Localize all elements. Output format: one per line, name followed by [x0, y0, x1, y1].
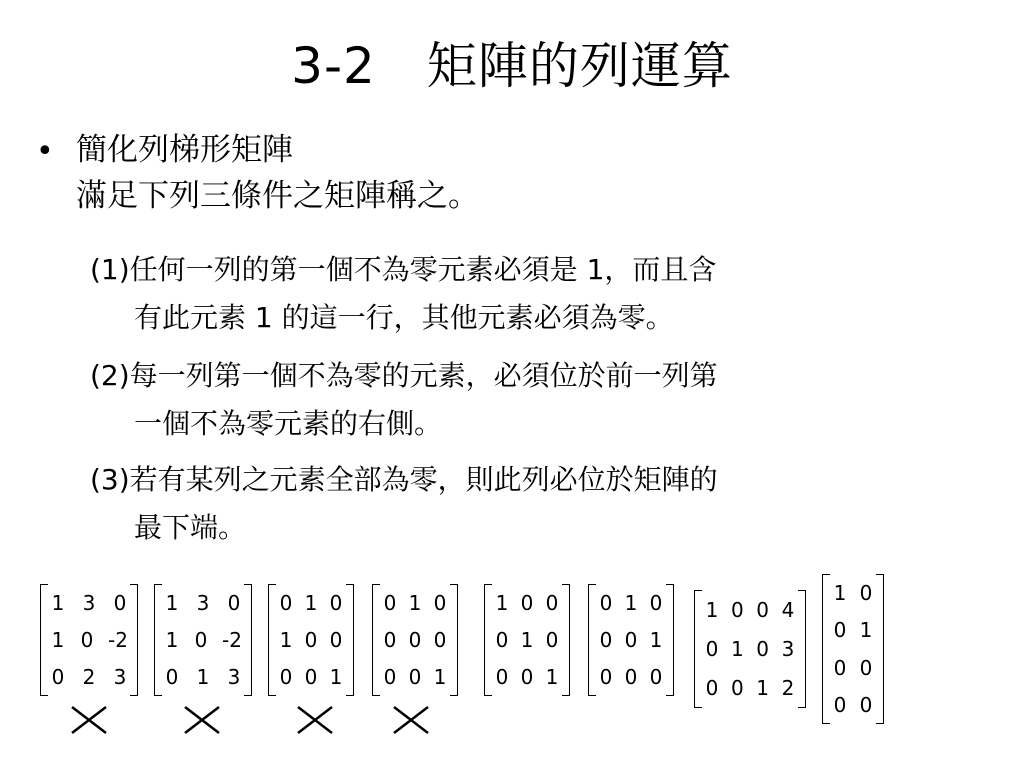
- matrix-row: [494, 628, 560, 652]
- matrix-entry: 0: [329, 627, 343, 652]
- matrix-row: [598, 665, 664, 689]
- cross-mark-icon: [296, 705, 334, 735]
- bullet-marker: •: [36, 134, 54, 169]
- matrix-entry: 1: [51, 627, 65, 652]
- matrix-row: [598, 628, 664, 652]
- matrix-row: [382, 665, 448, 689]
- right-bracket: [562, 584, 570, 696]
- matrix-row: [382, 628, 448, 652]
- matrix-row: [278, 591, 344, 615]
- matrix-entry: 0: [730, 597, 744, 622]
- matrix-row: [278, 665, 344, 689]
- matrix-entry: 0: [859, 655, 873, 680]
- left-bracket: [372, 584, 380, 696]
- matrix-entry: 0: [756, 597, 770, 622]
- matrix-entry: -2: [108, 627, 128, 652]
- matrix-entry: 0: [756, 636, 770, 661]
- matrix-row: [164, 591, 242, 615]
- matrix-row: [832, 656, 874, 680]
- matrix-row: [598, 591, 664, 615]
- matrix-entry: 2: [781, 676, 795, 701]
- matrix-row: [832, 581, 874, 605]
- condition-text: 每一列第一個不為零的元素，必須位於前一列第: [129, 359, 718, 392]
- matrix-entry: 0: [649, 590, 663, 615]
- matrix-row: [494, 591, 560, 615]
- matrix-row: [50, 591, 128, 615]
- matrix-entry: 4: [781, 597, 795, 622]
- matrix-entry: 0: [433, 627, 447, 652]
- matrix-row: [704, 676, 796, 700]
- matrix-entry: 1: [279, 627, 293, 652]
- matrix-entry: 0: [599, 590, 613, 615]
- matrix-entry: 3: [113, 665, 127, 690]
- matrix-entry: 0: [383, 627, 397, 652]
- bullet-heading: 簡化列梯形矩陣: [76, 132, 293, 168]
- matrix-entry: 0: [408, 627, 422, 652]
- matrix-entry: 0: [51, 665, 65, 690]
- matrix-entry: 0: [599, 627, 613, 652]
- matrix-entry: 1: [495, 590, 509, 615]
- matrix-entry: 3: [227, 665, 241, 690]
- matrix-entry: 1: [624, 590, 638, 615]
- matrix-3: [268, 584, 354, 696]
- bullet-description: 滿足下列三條件之矩陣稱之。: [76, 178, 479, 214]
- right-bracket: [346, 584, 354, 696]
- matrix-entry: 1: [649, 627, 663, 652]
- matrix-row: [50, 628, 128, 652]
- right-bracket: [798, 590, 806, 708]
- matrix-entry: 0: [495, 665, 509, 690]
- left-bracket: [822, 574, 830, 724]
- matrix-entry: 0: [520, 665, 534, 690]
- condition-1-line-1: [90, 246, 716, 294]
- left-bracket: [694, 590, 702, 708]
- left-bracket: [268, 584, 276, 696]
- matrix-5: [484, 584, 570, 696]
- matrix-entry: 0: [383, 590, 397, 615]
- condition-number: (1): [90, 253, 130, 286]
- condition-number: (3): [90, 463, 130, 496]
- condition-3-line-1: [90, 456, 718, 504]
- matrix-entry: 3: [196, 590, 210, 615]
- condition-1-line-2: 有此元素 1 的這一行，其他元素必須為零。: [134, 301, 674, 334]
- matrix-entry: 3: [781, 636, 795, 661]
- matrix-entry: 1: [196, 665, 210, 690]
- matrix-entry: 2: [82, 665, 96, 690]
- matrix-row: [278, 628, 344, 652]
- matrix-entry: 1: [304, 590, 318, 615]
- matrix-row: [704, 637, 796, 661]
- condition-2-line-2: 一個不為零元素的右側。: [134, 407, 443, 440]
- matrix-entry: 0: [599, 665, 613, 690]
- matrix-7: [694, 590, 806, 708]
- matrix-entry: 1: [730, 636, 744, 661]
- matrix-entry: 0: [730, 676, 744, 701]
- matrix-entry: 1: [756, 676, 770, 701]
- right-bracket: [130, 584, 138, 696]
- matrix-entry: 0: [545, 627, 559, 652]
- matrix-entry: 1: [51, 590, 65, 615]
- cross-mark-icon: [70, 705, 108, 735]
- cross-mark-icon: [183, 705, 221, 735]
- matrix-4: [372, 584, 458, 696]
- matrix-row: [164, 628, 242, 652]
- matrix-entry: 0: [304, 665, 318, 690]
- matrix-entry: 0: [649, 665, 663, 690]
- matrix-entry: 0: [624, 665, 638, 690]
- matrix-row: [704, 598, 796, 622]
- matrix-entry: 1: [705, 597, 719, 622]
- matrix-entry: 0: [545, 590, 559, 615]
- matrix-row: [164, 665, 242, 689]
- right-bracket: [876, 574, 884, 724]
- matrix-entry: 1: [165, 627, 179, 652]
- condition-text: 任何一列的第一個不為零元素必須是 1，而且含: [129, 253, 717, 286]
- matrix-entry: 0: [495, 627, 509, 652]
- left-bracket: [40, 584, 48, 696]
- matrix-6: [588, 584, 674, 696]
- matrix-entry: 1: [520, 627, 534, 652]
- matrix-entry: 1: [408, 590, 422, 615]
- matrix-row: [832, 693, 874, 717]
- right-bracket: [666, 584, 674, 696]
- matrix-entry: 0: [383, 665, 397, 690]
- matrix-entry: 3: [82, 590, 96, 615]
- cross-mark-icon: [392, 705, 430, 735]
- matrix-entry: 0: [304, 627, 318, 652]
- matrix-entry: 1: [545, 665, 559, 690]
- condition-3-line-2: 最下端。: [134, 511, 247, 544]
- matrix-entry: 0: [833, 693, 847, 718]
- matrix-1: [40, 584, 138, 696]
- matrix-row: [832, 618, 874, 642]
- matrix-entry: 0: [833, 618, 847, 643]
- matrix-entry: 0: [113, 590, 127, 615]
- matrix-entry: 0: [624, 627, 638, 652]
- left-bracket: [588, 584, 596, 696]
- matrix-row: [494, 665, 560, 689]
- condition-number: (2): [90, 359, 130, 392]
- matrix-row: [50, 665, 128, 689]
- matrix-8: [822, 574, 884, 724]
- matrix-2: [154, 584, 252, 696]
- matrix-entry: 0: [859, 580, 873, 605]
- matrix-entry: 0: [329, 590, 343, 615]
- slide-title: 3-2 矩陣的列運算: [291, 37, 733, 95]
- matrix-entry: -2: [222, 627, 242, 652]
- matrix-entry: 1: [433, 665, 447, 690]
- matrix-entry: 0: [833, 655, 847, 680]
- left-bracket: [154, 584, 162, 696]
- matrix-entry: 0: [279, 665, 293, 690]
- matrix-entry: 0: [165, 665, 179, 690]
- matrix-row: [382, 591, 448, 615]
- matrix-entry: 0: [433, 590, 447, 615]
- condition-text: 若有某列之元素全部為零，則此列必位於矩陣的: [129, 463, 718, 496]
- matrix-entry: 0: [705, 676, 719, 701]
- matrix-entry: 0: [194, 627, 208, 652]
- matrix-entry: 1: [329, 665, 343, 690]
- matrix-entry: 0: [705, 636, 719, 661]
- condition-2-line-1: [90, 352, 718, 400]
- matrix-entry: 0: [520, 590, 534, 615]
- matrix-entry: 0: [227, 590, 241, 615]
- matrix-entry: 1: [165, 590, 179, 615]
- matrix-entry: 0: [859, 693, 873, 718]
- right-bracket: [244, 584, 252, 696]
- right-bracket: [450, 584, 458, 696]
- matrix-entry: 1: [833, 580, 847, 605]
- matrix-entry: 0: [279, 590, 293, 615]
- matrix-entry: 0: [80, 627, 94, 652]
- matrix-entry: 0: [408, 665, 422, 690]
- matrix-entry: 1: [859, 618, 873, 643]
- left-bracket: [484, 584, 492, 696]
